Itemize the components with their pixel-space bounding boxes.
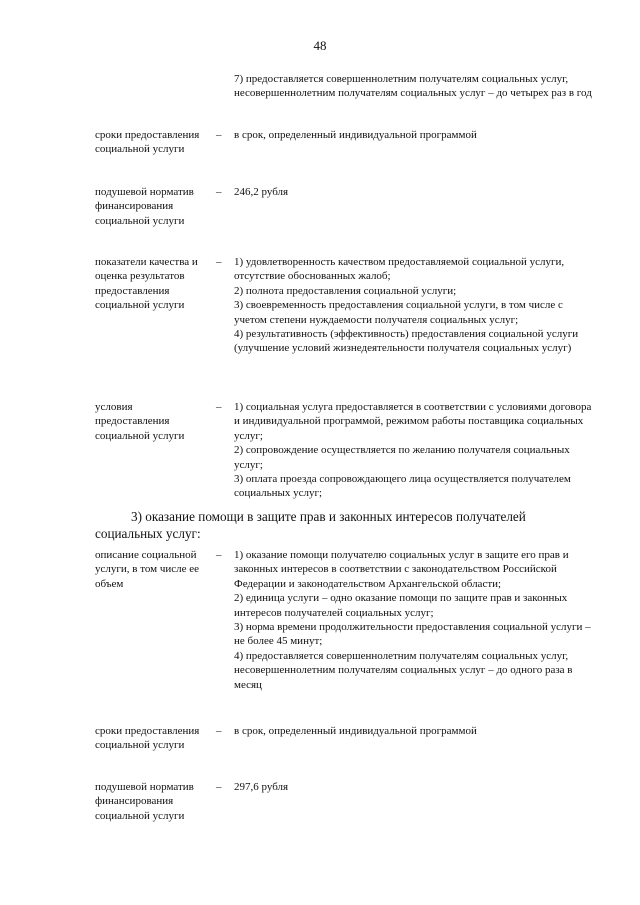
list-item: 2) сопровождение осуществляется по желанию получателя социальных услуг; [234,444,570,471]
description-list [234,548,596,692]
list-item: 3) своевременность предоставления социальной услуги, в том числе с учетом степени нуждаемости получателя социальных услуг; [234,299,563,326]
list-item: 3) норма времени продолжительности предоставления социальной услуги – не более 45 минут; [234,621,591,648]
list-item: 1) удовлетворенность качеством предоставляемой социальной услуги, отсутствие обоснованных жалоб; [234,256,565,283]
dash: – [216,549,222,561]
norm-label: подушевой норматив финансирования социальной услуги [95,781,194,822]
section-heading [95,508,605,542]
dash: – [216,781,222,793]
norm-value: 297,6 рубля [234,781,289,793]
list-item: 1) оказание помощи получателю социальных услуг в защите его прав и законных интересов в соответствии с законодательством Российской Федерации и законодательством Архангельской области; [234,549,569,590]
list-item: 1) социальная услуга предоставляется в соответствии с условиями договора и индивидуальной программой, режимом работы поставщика социальных услуг; [234,401,592,442]
norm-label: подушевой норматив финансирования социальной услуги [95,186,194,227]
quality-label: показатели качества и оценка результатов предоставления социальной услуги [95,256,198,312]
norm-value: 246,2 рубля [234,186,289,198]
description-label: описание социальной услуги, в том числе ее объем [95,549,200,590]
terms-label: сроки предоставления социальной услуги [95,129,200,156]
section-heading-line2: социальных услуг: [95,526,201,541]
list-item: 4) результативность (эффективность) предоставления социальной услуги (улучшение условий жизнедеятельности получателя социальных услуг) [234,328,579,355]
dash: – [216,129,222,141]
page-number: 48 [313,38,327,53]
quality-list [234,255,596,356]
list-item: 3) оплата проезда сопровождающего лица осуществляется получателем социальных услуг; [234,473,571,500]
dash: – [216,401,222,413]
section-heading-line1: 3) оказание помощи в защите прав и законных интересов получателей [131,509,526,524]
list-item: 2) полнота предоставления социальной услуги; [234,284,457,297]
terms-label: сроки предоставления социальной услуги [95,725,200,752]
dash: – [216,186,222,198]
terms-value: в срок, определенный индивидуальной программой [234,725,477,737]
dash: – [216,725,222,737]
list-item: 4) предоставляется совершеннолетним получателям социальных услуг, несовершеннолетним получателям социальных услуг – до одного раза в месяц [234,649,573,691]
list-item: 2) единица услуги – одно оказание помощи по защите прав и законных интересов получателей социальных услуг; [234,592,568,619]
dash: – [216,256,222,268]
conditions-label: условия предоставления социальной услуги [95,401,185,442]
continuation-item: 7) предоставляется совершеннолетним получателям социальных услуг, несовершеннолетним получателям социальных услуг – до четырех раз в год [234,73,592,100]
conditions-list [234,400,596,501]
terms-value: в срок, определенный индивидуальной программой [234,129,477,141]
